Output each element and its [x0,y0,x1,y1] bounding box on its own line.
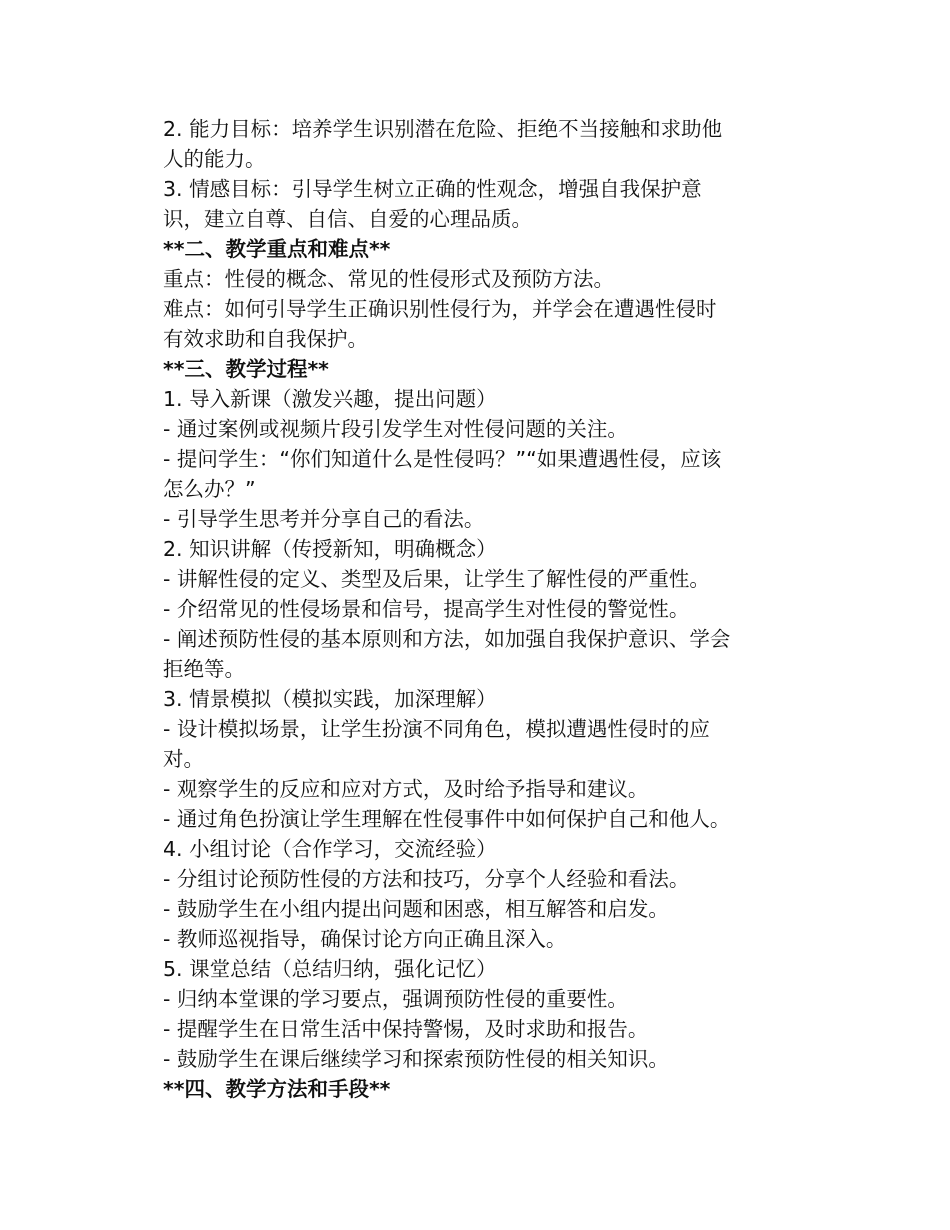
text-line: 重点：性侵的概念、常见的性侵形式及预防方法。 [163,267,614,291]
text-line: 4. 小组讨论（合作学习，交流经验） [163,837,497,861]
text-line: 2. 知识讲解（传授新知，明确概念） [163,537,497,561]
text-line: - 分组讨论预防性侵的方法和技巧，分享个人经验和看法。 [163,867,690,891]
text-line: - 归纳本堂课的学习要点，强调预防性侵的重要性。 [163,987,628,1011]
text-line: - 鼓励学生在课后继续学习和探索预防性侵的相关知识。 [163,1047,669,1071]
document-page [163,114,788,1104]
text-line: - 教师巡视指导，确保讨论方向正确且深入。 [163,927,567,951]
text-line: 难点：如何引导学生正确识别性侵行为，并学会在遭遇性侵时 [163,297,717,321]
section-heading: **二、教学重点和难点** [163,237,391,261]
text-line: 1. 导入新课（激发兴趣，提出问题） [163,387,497,411]
text-line: 人的能力。 [163,147,266,171]
text-line: - 讲解性侵的定义、类型及后果，让学生了解性侵的严重性。 [163,567,710,591]
section-heading: **三、教学过程** [163,357,329,381]
text-line: - 鼓励学生在小组内提出问题和困惑，相互解答和启发。 [163,897,669,921]
text-line: - 阐述预防性侵的基本原则和方法，如加强自我保护意识、学会 [163,627,731,651]
text-line: 对。 [163,747,204,771]
text-line: - 通过角色扮演让学生理解在性侵事件中如何保护自己和他人。 [163,807,731,831]
text-line: 2. 能力目标：培养学生识别潜在危险、拒绝不当接触和求助他 [163,117,723,141]
text-line: - 提醒学生在日常生活中保持警惕，及时求助和报告。 [163,1017,649,1041]
text-line: 识，建立自尊、自信、自爱的心理品质。 [163,207,532,231]
text-line: - 观察学生的反应和应对方式，及时给予指导和建议。 [163,777,649,801]
text-line: 3. 情景模拟（模拟实践，加深理解） [163,687,497,711]
text-line: 有效求助和自我保护。 [163,327,368,351]
text-line: - 设计模拟场景，让学生扮演不同角色，模拟遭遇性侵时的应 [163,717,710,741]
text-line: - 通过案例或视频片段引发学生对性侵问题的关注。 [163,417,628,441]
text-line: 拒绝等。 [163,657,245,681]
text-line: 3. 情感目标：引导学生树立正确的性观念，增强自我保护意 [163,177,702,201]
section-heading: **四、教学方法和手段** [163,1077,391,1101]
text-line: - 介绍常见的性侵场景和信号，提高学生对性侵的警觉性。 [163,597,690,621]
text-line: - 引导学生思考并分享自己的看法。 [163,507,485,531]
text-line: - 提问学生：“你们知道什么是性侵吗？”“如果遭遇性侵，应该 [163,447,722,471]
text-line: 5. 课堂总结（总结归纳，强化记忆） [163,957,497,981]
text-line: 怎么办？” [163,477,256,501]
